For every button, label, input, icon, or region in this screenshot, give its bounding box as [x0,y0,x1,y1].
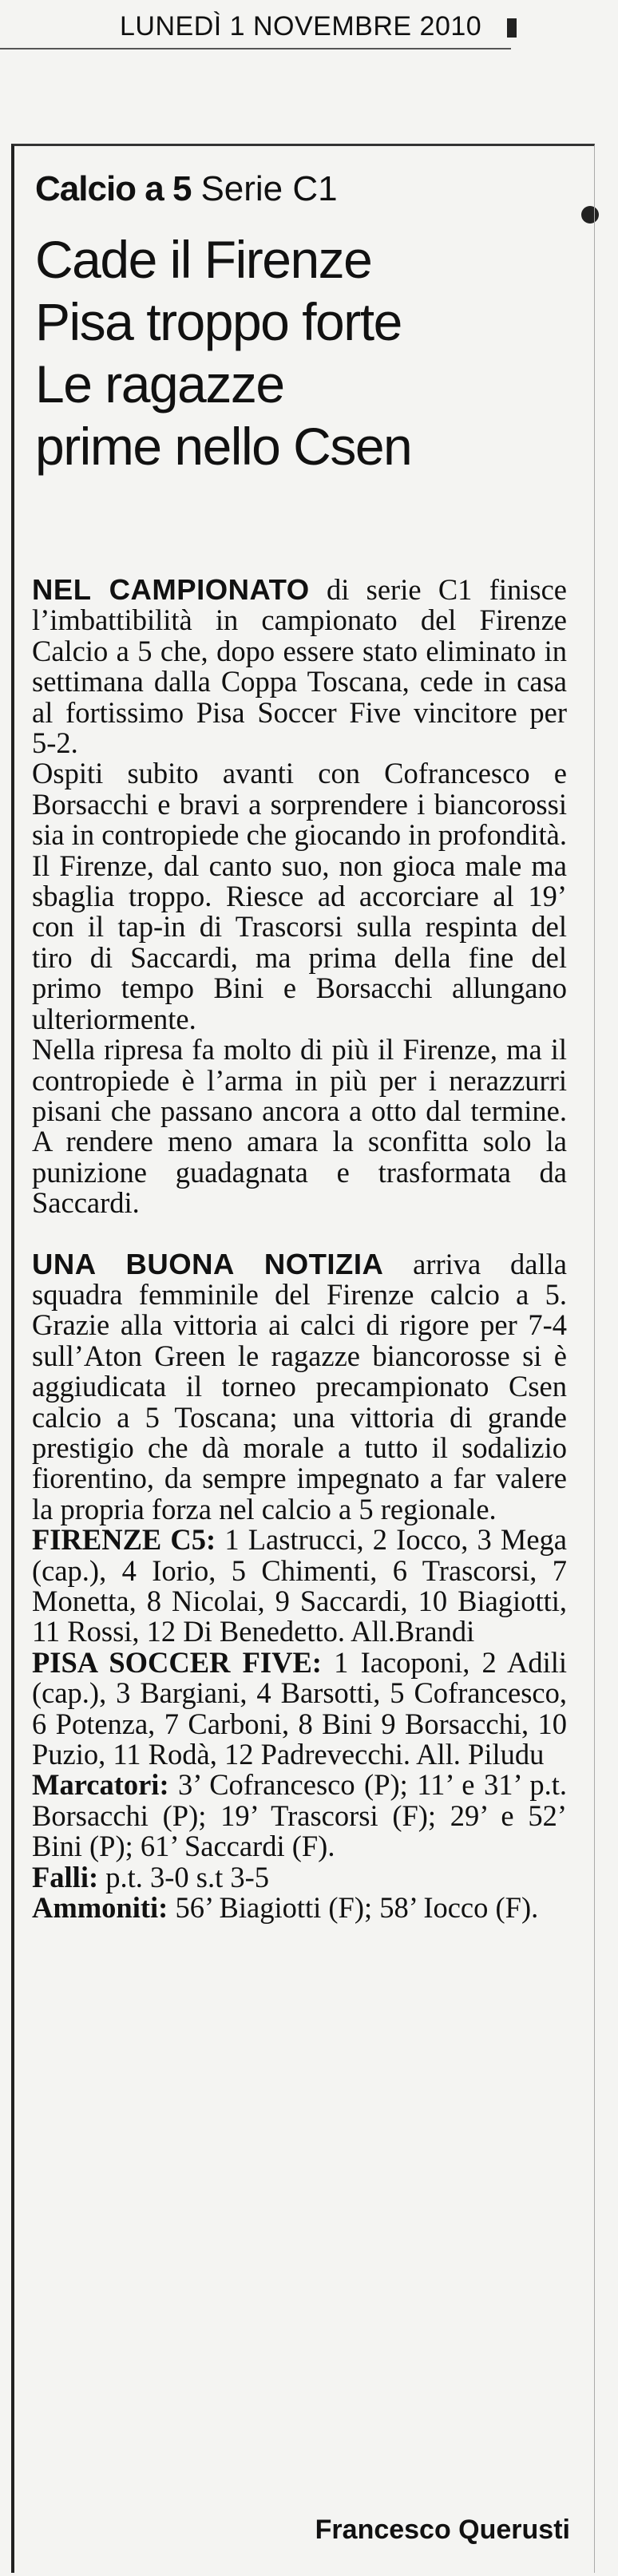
author-byline: Francesco Querusti [315,2515,570,2545]
paragraph-text: Nella ripresa fa molto di più il Firenze, ma il contropiede è l’arma in più per i nerazzurri pisani che passano ancora a otto dal termine. A rendere meno amara la sconfitta solo la punizione guadagnata e trasformata da Saccardi. [32,1033,567,1220]
page-dateline [120,11,503,43]
bookings [32,1893,567,1923]
roster-text: 1 Lastrucci, 2 Iocco, 3 Mega (cap.), 4 Iorio, 5 Chimenti, 6 Trascorsi, 7 Monetta, 8 Nicolai, 9 Saccardi, 10 Biagiotti, 11 Rossi, 12 Di Benedetto. All.Brandi [32,1523,567,1648]
paragraph [32,758,567,1035]
article-kicker [35,169,546,217]
paragraph [32,1035,567,1218]
page-marker-icon [507,18,517,38]
roster-pisa [32,1645,567,1771]
roster-title: Falli: [32,1860,99,1893]
roster-firenze [32,1525,567,1648]
headline-line: Cade il Firenze [35,230,372,289]
roster-text: 56’ Biagiotti (F); 58’ Iocco (F). [168,1891,539,1925]
headline-line: Le ragazze [35,354,284,414]
paragraph-text: Ospiti subito avanti con Cofrancesco e Borsacchi e bravi a sorprendere i biancorossi sia in contropiede che giocando in profondità. Il Firenze, dal canto suo, non gioca male ma sbaglia troppo. Riesce ad accorciare al 19’ con il tap-in di Trascorsi sulla respinta del tiro di Saccardi, ma prima della fine del primo tempo Bini e Borsacchi allungano ulteriormente. [32,757,567,1035]
scorers [32,1770,567,1862]
article-headline [35,228,578,564]
kicker-sport: Calcio a 5 [35,169,192,208]
paragraph-lead: UNA BUONA NOTIZIA [32,1247,384,1280]
roster-title: PISA SOCCER FIVE: [32,1645,322,1679]
kicker-series: Serie C1 [200,169,338,208]
dateline-text: LUNEDÌ 1 NOVEMBRE 2010 [120,11,482,42]
paragraph-text: di serie C1 finisce l’imbattibilità in campionato del Firenze Calcio a 5 che, dopo essere stato eliminato in settimana dalla Coppa Toscana, cede in casa al fortissimo Pisa Soccer Five vincitore per 5-2. [32,573,567,760]
paragraph [32,575,567,758]
roster-text: 1 Iacoponi, 2 Adili (cap.), 3 Bargiani, 4 Barsotti, 5 Cofrancesco, 6 Potenza, 7 Carboni, 8 Bini 9 Borsacchi, 10 Puzio, 11 Rodà, 12 Padrevecchi. All. Piludu [32,1645,567,1771]
fouls [32,1862,567,1893]
paragraph-text: arriva dalla squadra femminile del Firenze calcio a 5. Grazie alla vittoria ai calci di rigore per 7-4 sull’Aton Green le ragazze biancorosse si è aggiudicata il torneo precampionato Csen calcio a 5 Toscana; una vittoria di grande prestigio che dà morale a tutto il sodalizio fiorentino, da sempre impegnato a far valere la propria forza nel calcio a 5 regionale. [32,1247,567,1525]
paragraph-lead: NEL CAMPIONATO [32,573,310,606]
headline-line: prime nello Csen [35,417,412,476]
article-body [32,575,567,2435]
roster-title: Marcatori: [32,1768,169,1802]
paragraph [32,1249,567,1525]
roster-title: Ammoniti: [32,1891,168,1925]
headline-line: Pisa troppo forte [35,292,402,351]
roster-text: p.t. 3-0 s.t 3-5 [98,1860,270,1893]
top-rule [0,48,511,49]
roster-text: 3’ Cofrancesco (P); 11’ e 31’ p.t. Borsacchi (P); 19’ Trascorsi (F); 29’ e 52’ Bini (P); 61’ Saccardi (F). [32,1768,567,1863]
roster-title: FIRENZE C5: [32,1523,216,1557]
paragraph-gap [32,1219,567,1249]
